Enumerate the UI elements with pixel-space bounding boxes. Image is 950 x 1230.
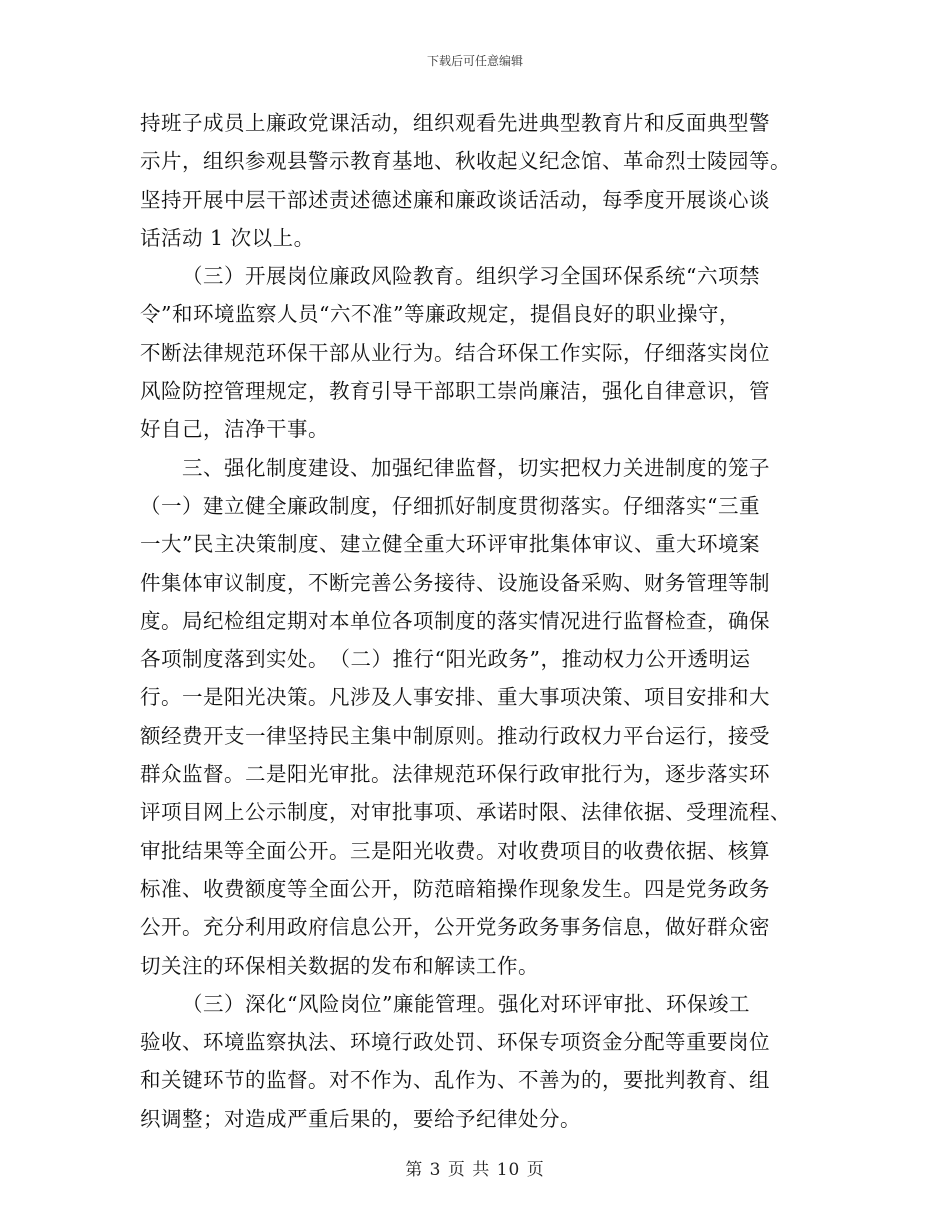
text-line: 令”和环境监察人员“六不准”等廉政规定，提倡良好的职业操守，	[140, 302, 740, 327]
text-line: 话活动 1 次以上。	[140, 225, 315, 250]
text-line: 评项目网上公示制度，对审批事项、承诺时限、法律依据、受理流程、	[140, 800, 791, 825]
text-line: 额经费开支一律坚持民主集中制原则。推动行政权力平台运行，接受	[140, 723, 770, 748]
text-line: （三）深化“风险岗位”廉能管理。强化对环评审批、环保竣工	[182, 991, 750, 1016]
document-body	[140, 104, 812, 1138]
text-line: 验收、环境监察执法、环境行政处罚、环保专项资金分配等重要岗位	[140, 1030, 770, 1055]
text-line: （一）建立健全廉政制度，仔细抓好制度贯彻落实。仔细落实“三重	[140, 493, 760, 518]
text-line: 审批结果等全面公开。三是阳光收费。对收费项目的收费依据、核算	[140, 838, 770, 863]
text-line: 三、强化制度建设、加强纪律监督，切实把权力关进制度的笼子	[182, 455, 770, 480]
text-line: 风险防控管理规定，教育引导干部职工崇尚廉洁，强化自律意识，管	[140, 379, 770, 404]
text-line: 各项制度落到实处。 （二）推行“阳光政务”，推动权力公开透明运	[140, 647, 751, 672]
text-line: 行。一是阳光决策。凡涉及人事安排、重大事项决策、项目安排和大	[140, 685, 770, 710]
text-line: 织调整；对造成严重后果的，要给予纪律处分。	[140, 1106, 581, 1131]
text-line: 度。局纪检组定期对本单位各项制度的落实情况进行监督检查，确保	[140, 608, 770, 633]
page-number: 第 3 页 共 10 页	[405, 1160, 545, 1180]
text-line: 标准、收费额度等全面公开，防范暗箱操作现象发生。四是党务政务	[140, 876, 770, 901]
text-line: 切关注的环保相关数据的发布和解读工作。	[140, 953, 539, 978]
text-line: 持班子成员上廉政党课活动，组织观看先进典型教育片和反面典型警	[140, 111, 770, 135]
text-line: 好自己，洁净干事。	[140, 417, 329, 442]
text-line: 件集体审议制度，不断完善公务接待、设施设备采购、财务管理等制	[140, 570, 770, 595]
text-line: 和关键环节的监督。对不作为、乱作为、不善为的，要批判教育、组	[140, 1068, 770, 1093]
text-line: （三）开展岗位廉政风险教育。组织学习全国环保系统“六项禁	[182, 264, 760, 289]
text-line: 公开。充分利用政府信息公开，公开党务政务事务信息，做好群众密	[140, 915, 770, 940]
text-line: 群众监督。二是阳光审批。法律规范环保行政审批行为，逐步落实环	[140, 762, 770, 787]
header-note: 下载后可任意编辑	[426, 54, 523, 68]
text-line: 示片，组织参观县警示教育基地、秋收起义纪念馆、革命烈士陵园等。	[140, 149, 791, 174]
text-line: 坚持开展中层干部述责述德述廉和廉政谈话活动，每季度开展谈心谈	[140, 187, 770, 212]
text-line: 一大”民主决策制度、建立健全重大环评审批集体审议、重大环境案	[140, 532, 760, 557]
text-line: 不断法律规范环保干部从业行为。结合环保工作实际，仔细落实岗位	[140, 340, 770, 365]
